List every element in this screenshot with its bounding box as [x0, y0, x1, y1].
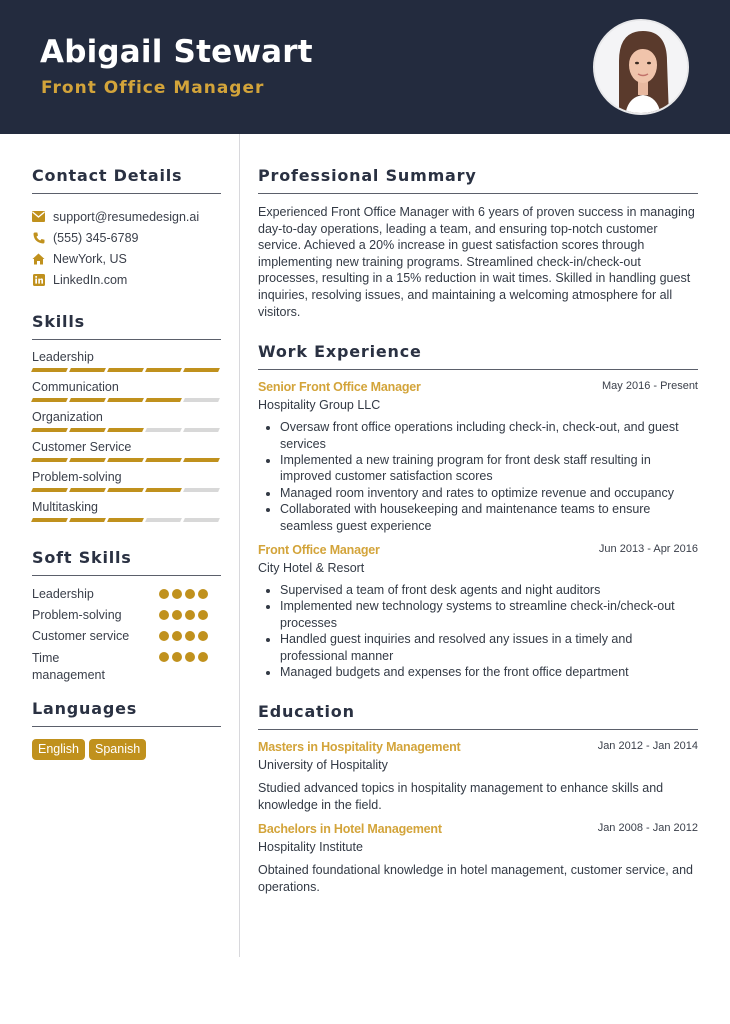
skill-bar-segment: [107, 398, 144, 402]
skill-item: [32, 406, 221, 436]
skill-item: [32, 436, 221, 466]
skill-bar-segment: [107, 518, 144, 522]
skill-item: [32, 466, 221, 496]
soft-skill-item: [32, 626, 221, 647]
job-bullet: • Managed budgets and expenses for the front office department: [280, 664, 698, 680]
contact-phone[interactable]: [32, 227, 221, 248]
job-bullet: • Handled guest inquiries and resolved any issues in a timely and professional manner: [280, 631, 698, 664]
education-dates: Jan 2012 - Jan 2014: [597, 740, 698, 753]
education-heading: Education: [258, 702, 698, 730]
skill-label: Multitasking: [32, 500, 98, 514]
job-bullet: • Implemented new technology systems to streamline check-in/check-out processes: [280, 598, 698, 631]
skill-rating: [32, 518, 219, 522]
soft-skills-heading: Soft Skills: [32, 548, 221, 576]
skill-label: Problem-solving: [32, 470, 122, 484]
rating-dot: [198, 589, 208, 599]
language-tag: Spanish: [89, 739, 146, 760]
job-entry: [258, 380, 698, 534]
skill-bar-segment: [183, 428, 220, 432]
soft-skill-label: Problem-solving: [32, 608, 122, 622]
contact-location-text: NewYork, US: [53, 251, 127, 266]
skill-bar-segment: [183, 518, 220, 522]
skill-bar-segment: [69, 398, 106, 402]
soft-skill-label: Leadership: [32, 587, 94, 601]
skill-bar-segment: [31, 398, 68, 402]
skill-bar-segment: [145, 488, 182, 492]
summary-text: Experienced Front Office Manager with 6 years of proven success in managing day-to-day operations, leading a team, and ensuring top-notch customer service. Achieved a 20% increase in guest satisfaction scores through implementing new training programs. Streamlined check-in/check-out processes, resulting in a 15% reduction in wait times. Skilled in handling guest inquiries, resolving issues, and maintaining a welcoming atmosphere for all visitors.: [258, 205, 695, 319]
job-bullet: • Managed room inventory and rates to optimize revenue and occupancy: [280, 485, 698, 501]
job-title: Front Office Manager: [258, 543, 380, 557]
job-company: Hospitality Group LLC: [258, 398, 381, 413]
soft-skill-item: [32, 605, 221, 626]
sidebar: [32, 134, 221, 760]
skill-bar-segment: [183, 368, 220, 372]
rating-dot: [185, 631, 195, 641]
rating-dot: [172, 631, 182, 641]
job-bullet: • Implemented a new training program for front desk staff resulting in improved customer satisfaction scores: [280, 452, 698, 485]
skill-bar-segment: [107, 458, 144, 462]
skill-label: Organization: [32, 410, 103, 424]
skill-bar-segment: [145, 458, 182, 462]
rating-dot: [198, 652, 208, 662]
rating-dot: [185, 652, 195, 662]
contact-email-text: support@resumedesign.ai: [53, 209, 200, 224]
skill-bar-segment: [183, 458, 220, 462]
contact-location: [32, 248, 221, 269]
soft-skill-label: Customer service: [32, 629, 130, 643]
education-section: [258, 702, 698, 895]
soft-skills-section: [32, 548, 221, 685]
rating-dot: [198, 631, 208, 641]
skills-heading: Skills: [32, 312, 221, 340]
experience-section: [258, 342, 698, 680]
column-divider: [239, 134, 240, 957]
skill-rating: [32, 398, 219, 402]
degree-title: Bachelors in Hotel Management: [258, 822, 442, 837]
job-dates: Jun 2013 - Apr 2016: [598, 543, 698, 555]
soft-skill-item: [32, 647, 221, 685]
skill-bar-segment: [145, 368, 182, 372]
skill-bar-segment: [31, 368, 68, 372]
resume-header: [0, 0, 730, 134]
candidate-title: Front Office Manager: [41, 78, 265, 98]
education-entry: [258, 822, 698, 895]
skill-bar-segment: [183, 398, 220, 402]
soft-skill-rating: [159, 652, 208, 662]
experience-heading: Work Experience: [258, 342, 698, 370]
skill-rating: [32, 428, 219, 432]
skill-bar-segment: [145, 428, 182, 432]
job-title: Senior Front Office Manager: [258, 380, 421, 395]
school-name: University of Hospitality: [258, 758, 388, 773]
rating-dot: [159, 589, 169, 599]
linkedin-icon: [32, 273, 45, 286]
contact-phone-text: (555) 345-6789: [53, 230, 139, 245]
rating-dot: [159, 631, 169, 641]
rating-dot: [185, 589, 195, 599]
soft-skill-rating: [159, 610, 208, 620]
education-description: Studied advanced topics in hospitality management to enhance skills and knowledge in the field.: [258, 781, 664, 812]
school-name: Hospitality Institute: [258, 840, 363, 855]
skills-list: [32, 346, 221, 526]
skill-label: Leadership: [32, 350, 94, 364]
job-bullet: • Oversaw front office operations including check-in, check-out, and guest services: [280, 419, 698, 452]
skill-bar-segment: [31, 458, 68, 462]
job-bullet: • Supervised a team of front desk agents and night auditors: [280, 582, 698, 598]
contact-linkedin[interactable]: [32, 269, 221, 290]
skill-bar-segment: [69, 458, 106, 462]
skill-item: [32, 376, 221, 406]
rating-dot: [172, 589, 182, 599]
skill-bar-segment: [69, 488, 106, 492]
rating-dot: [198, 610, 208, 620]
languages-heading: Languages: [32, 699, 221, 727]
skill-bar-segment: [31, 488, 68, 492]
contact-heading: Contact Details: [32, 166, 221, 194]
skill-bar-segment: [31, 428, 68, 432]
skill-bar-segment: [107, 428, 144, 432]
rating-dot: [172, 652, 182, 662]
candidate-name: Abigail Stewart: [40, 34, 313, 70]
skill-bar-segment: [31, 518, 68, 522]
avatar: [593, 19, 689, 115]
language-tag: English: [32, 739, 85, 760]
skill-item: [32, 346, 221, 376]
languages-section: [32, 699, 221, 760]
skill-item: [32, 496, 221, 526]
soft-skill-label: Time management: [32, 651, 105, 682]
degree-title: Masters in Hospitality Management: [258, 740, 461, 755]
job-dates: May 2016 - Present: [602, 380, 698, 393]
soft-skill-item: [32, 584, 221, 605]
phone-icon: [32, 231, 45, 244]
envelope-icon: [32, 210, 45, 223]
skill-rating: [32, 488, 219, 492]
soft-skill-rating: [159, 631, 208, 641]
skill-label: Customer Service: [32, 440, 132, 454]
contact-email[interactable]: [32, 206, 221, 227]
summary-heading: Professional Summary: [258, 166, 698, 194]
rating-dot: [159, 652, 169, 662]
skill-bar-segment: [69, 518, 106, 522]
job-bullets: [258, 582, 698, 680]
contact-section: [32, 166, 221, 290]
skills-section: [32, 312, 221, 526]
education-dates: Jan 2008 - Jan 2012: [597, 822, 698, 835]
skill-bar-segment: [145, 398, 182, 402]
rating-dot: [185, 610, 195, 620]
job-bullets: [258, 419, 698, 534]
rating-dot: [159, 610, 169, 620]
education-entry: [258, 740, 698, 813]
skill-bar-segment: [107, 368, 144, 372]
skill-rating: [32, 458, 219, 462]
contact-linkedin-text: LinkedIn.com: [53, 272, 128, 287]
skill-label: Communication: [32, 380, 119, 394]
summary-section: [258, 166, 698, 320]
skill-bar-segment: [183, 488, 220, 492]
skill-bar-segment: [145, 518, 182, 522]
skill-bar-segment: [69, 368, 106, 372]
main-content: [258, 134, 698, 895]
home-icon: [32, 252, 45, 265]
soft-skills-list: [32, 584, 221, 685]
job-company: City Hotel & Resort: [258, 561, 365, 575]
profile-photo-icon: [595, 21, 689, 115]
rating-dot: [172, 610, 182, 620]
skill-bar-segment: [107, 488, 144, 492]
education-description: Obtained foundational knowledge in hotel management, customer service, and operations.: [258, 863, 693, 894]
job-entry: [258, 543, 698, 680]
skill-bar-segment: [69, 428, 106, 432]
skill-rating: [32, 368, 219, 372]
soft-skill-rating: [159, 589, 208, 599]
job-bullet: • Collaborated with housekeeping and maintenance teams to ensure seamless guest experience: [280, 501, 698, 534]
